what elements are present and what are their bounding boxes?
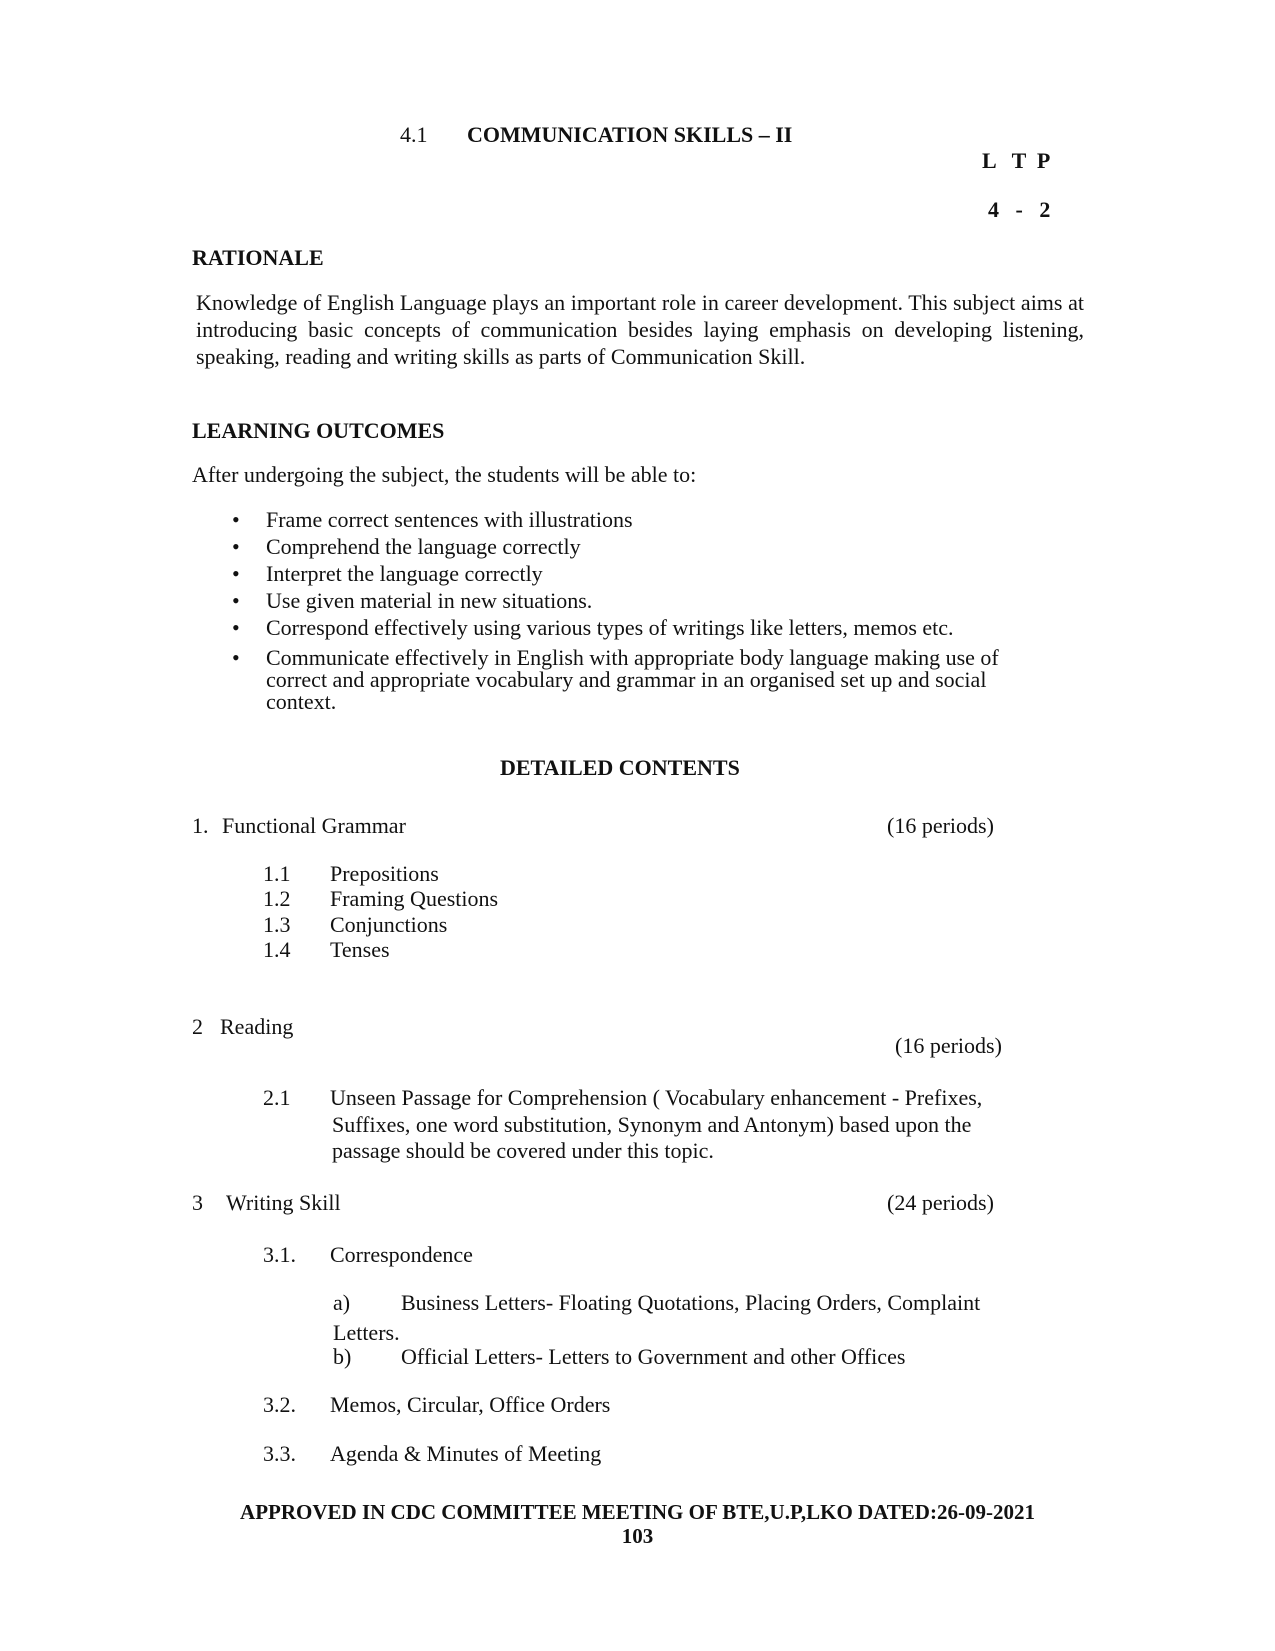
ltp-values: 4 - 2 [988,197,1051,222]
outcomes-intro: After undergoing the subject, the students will be able to: [192,462,697,487]
section-2-periods: (16 periods) [895,1033,1002,1058]
list-item [196,560,1076,587]
section-1-number: 1. [192,813,209,838]
bullet: • [232,645,240,670]
outcomes-list [196,506,1076,713]
bullet: • [232,507,240,532]
section-1-title: Functional Grammar [222,813,406,838]
item-number: 3.2. [263,1392,296,1417]
outcome-text: Communicate effectively in English with appropriate body language making use of correct and appropriate vocabulary and grammar in an organised set up and social context. [266,645,999,714]
list-item [196,506,1076,533]
item-number: 2.1 [263,1085,291,1110]
item-text: Correspondence [330,1242,473,1267]
ltp-labels: L T P [982,148,1051,173]
item-text: Conjunctions [330,912,448,937]
bullet: • [232,615,240,640]
item-number: 1.4 [263,937,291,962]
outcome-text: Correspond effectively using various types of writings like letters, memos etc. [266,615,954,640]
item-text: Tenses [330,937,390,962]
item-number: 1.2 [263,886,291,911]
contents-heading: DETAILED CONTENTS [500,755,740,780]
rationale-heading: RATIONALE [192,245,324,270]
item-number: 3.3. [263,1441,296,1466]
page-number: 103 [621,1524,654,1548]
section-2-title: Reading [220,1014,294,1039]
item-text: Memos, Circular, Office Orders [330,1392,611,1417]
subitem-continuation: Letters. [333,1320,400,1345]
subitem-label: a) [333,1290,351,1315]
subitem-label: b) [333,1344,352,1369]
item-number: 1.1 [263,861,291,886]
outcomes-heading: LEARNING OUTCOMES [192,418,445,443]
list-item [196,614,1076,641]
item-text-line: passage should be covered under this topic. [332,1138,714,1163]
section-3-title: Writing Skill [226,1190,341,1215]
rationale-text: Knowledge of English Language plays an important role in career development. This subject aims at introducing basic concepts of communication besides laying emphasis on developing listening, speaking, reading and writing skills as parts of Communication Skill. [196,290,1084,369]
bullet: • [232,561,240,586]
outcome-text: Use given material in new situations. [266,588,593,613]
item-text-line: Suffixes, one word substitution, Synonym and Antonym) based upon the [332,1112,972,1137]
bullet: • [232,534,240,559]
list-item [196,533,1076,560]
outcome-text: Frame correct sentences with illustrations [266,507,633,532]
section-1-periods: (16 periods) [887,813,994,838]
section-2-number: 2 [192,1014,203,1039]
list-item [196,587,1076,614]
outcome-text: Comprehend the language correctly [266,534,581,559]
item-text: Prepositions [330,861,439,886]
subitem-text: Business Letters- Floating Quotations, Placing Orders, Complaint [401,1290,981,1315]
approval-footer: APPROVED IN CDC COMMITTEE MEETING OF BTE,U.P,LKO DATED:26-09-2021 [240,1500,1035,1524]
outcome-text: Interpret the language correctly [266,561,543,586]
section-3-periods: (24 periods) [887,1190,994,1215]
course-title: COMMUNICATION SKILLS – II [467,122,793,147]
subitem-text: Official Letters- Letters to Government and other Offices [401,1344,906,1369]
section-3-number: 3 [192,1190,203,1215]
list-item [196,647,1056,713]
item-text-line: Unseen Passage for Comprehension ( Vocabulary enhancement - Prefixes, [330,1085,983,1110]
item-number: 1.3 [263,912,291,937]
course-number: 4.1 [400,122,428,147]
bullet: • [232,588,240,613]
item-text: Agenda & Minutes of Meeting [330,1441,602,1466]
item-number: 3.1. [263,1242,296,1267]
item-text: Framing Questions [330,886,499,911]
